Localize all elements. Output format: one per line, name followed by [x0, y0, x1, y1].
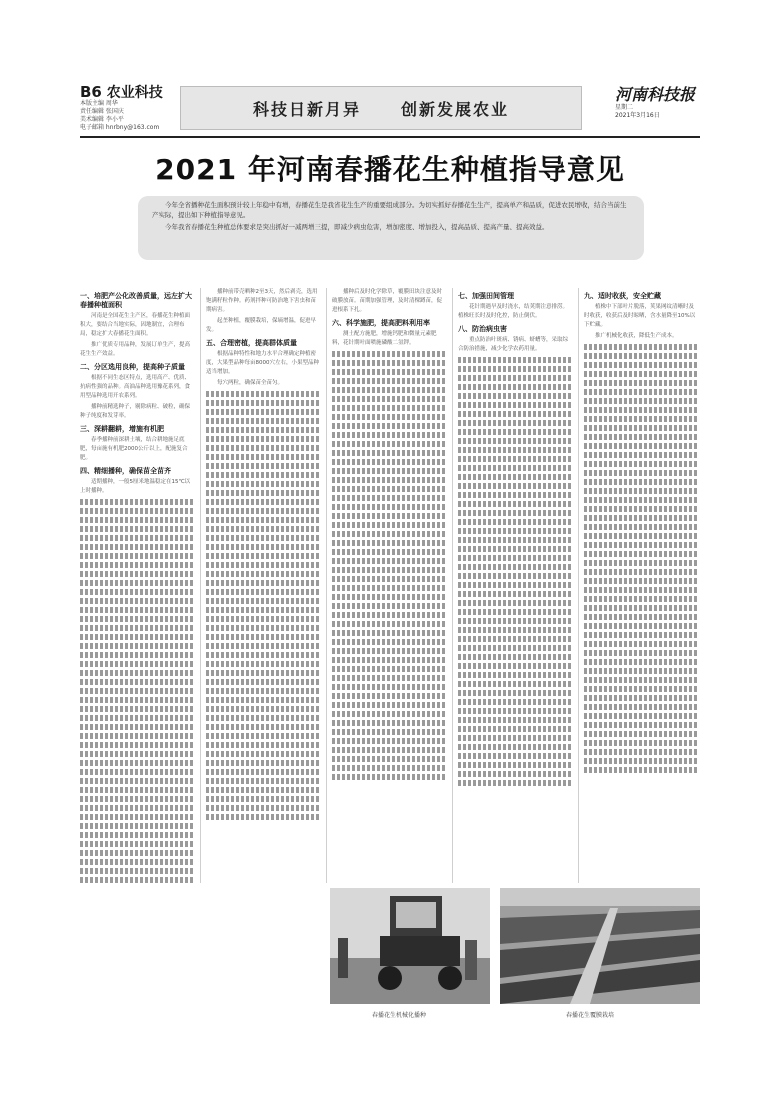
text-line-filler: [584, 461, 698, 467]
text-line-filler: [206, 499, 320, 505]
text-line-filler: [80, 580, 194, 586]
text-line-filler: [458, 681, 572, 687]
issue-date: 2021年3月16日: [615, 112, 660, 119]
text-line-filler: [584, 506, 698, 512]
text-line-filler: [332, 657, 446, 663]
text-line-filler: [332, 684, 446, 690]
text-line-filler: [458, 654, 572, 660]
text-line-filler: [80, 805, 194, 811]
body-paragraph: 起垄种植，覆膜栽培，保墒增温，促进早发。: [206, 318, 317, 333]
text-line-filler: [458, 411, 572, 417]
text-line-filler: [206, 472, 320, 478]
text-line-filler: [80, 706, 194, 712]
text-line-filler: [458, 753, 572, 759]
text-line-filler: [80, 850, 194, 856]
text-line-filler: [584, 596, 698, 602]
text-column: [332, 288, 446, 883]
text-line-filler: [458, 780, 572, 786]
text-line-filler: [458, 627, 572, 633]
text-line-filler: [332, 648, 446, 654]
text-line-filler: [584, 551, 698, 557]
text-line-filler: [458, 483, 572, 489]
text-line-filler: [584, 353, 698, 359]
text-line-filler: [80, 787, 194, 793]
text-line-filler: [80, 778, 194, 784]
text-line-filler: [458, 429, 572, 435]
text-line-filler: [332, 450, 446, 456]
text-line-filler: [584, 668, 698, 674]
text-line-filler: [584, 614, 698, 620]
text-line-filler: [584, 623, 698, 629]
text-line-filler: [332, 414, 446, 420]
text-line-filler: [206, 553, 320, 559]
text-line-filler: [584, 587, 698, 593]
body-paragraph: 推广机械化收获，降低生产成本。: [595, 333, 678, 339]
text-line-filler: [80, 868, 194, 874]
text-line-filler: [206, 571, 320, 577]
text-line-filler: [206, 778, 320, 784]
text-line-filler: [80, 589, 194, 595]
text-line-filler: [584, 542, 698, 548]
section-heading: 七、加强田间管理: [458, 292, 514, 300]
text-line-filler: [332, 711, 446, 717]
header-rule: [80, 136, 700, 138]
text-line-filler: [332, 747, 446, 753]
text-line-filler: [584, 398, 698, 404]
text-line-filler: [80, 760, 194, 766]
text-line-filler: [332, 756, 446, 762]
text-line-filler: [80, 544, 194, 550]
text-line-filler: [584, 434, 698, 440]
text-line-filler: [584, 722, 698, 728]
text-line-filler: [206, 427, 320, 433]
text-line-filler: [80, 625, 194, 631]
body-paragraph: 根据品种特性和地力水平合理确定种植密度，大果型品种每亩8000穴左右，小果型品种适当增加。: [206, 351, 319, 375]
text-line-filler: [332, 765, 446, 771]
text-line-filler: [332, 369, 446, 375]
text-line-filler: [458, 402, 572, 408]
text-line-filler: [584, 704, 698, 710]
text-line-filler: [80, 598, 194, 604]
text-line-filler: [206, 625, 320, 631]
text-line-filler: [458, 591, 572, 597]
text-line-filler: [584, 659, 698, 665]
text-line-filler: [80, 679, 194, 685]
text-line-filler: [80, 832, 194, 838]
section-header: [80, 82, 163, 102]
text-line-filler: [332, 585, 446, 591]
text-line-filler: [332, 738, 446, 744]
text-line-filler: [584, 560, 698, 566]
text-line-filler: [332, 441, 446, 447]
body-paragraph: 重点防治叶斑病、锈病、蛴螬等，采取综合防治措施，减少化学农药用量。: [458, 337, 569, 352]
text-line-filler: [458, 699, 572, 705]
text-line-filler: [458, 744, 572, 750]
body-paragraph: 适期播种，一般5厘米地温稳定在15℃以上时播种。: [80, 479, 191, 494]
article-headline: 2021 年河南春播花生种植指导意见: [155, 153, 625, 186]
column-divider: [578, 288, 579, 883]
text-line-filler: [332, 576, 446, 582]
body-paragraph: 播种前精选种子，剔除病粒、破粒，确保种子纯度和发芽率。: [80, 404, 191, 419]
text-line-filler: [80, 562, 194, 568]
text-line-filler: [206, 643, 320, 649]
text-line-filler: [458, 726, 572, 732]
text-line-filler: [458, 357, 572, 363]
text-line-filler: [80, 688, 194, 694]
text-line-filler: [80, 526, 194, 532]
text-line-filler: [80, 733, 194, 739]
text-line-filler: [80, 643, 194, 649]
body-paragraph: 每穴两粒，确保苗全苗匀。: [217, 380, 284, 386]
text-line-filler: [80, 535, 194, 541]
text-line-filler: [584, 389, 698, 395]
text-line-filler: [584, 731, 698, 737]
text-line-filler: [584, 344, 698, 350]
text-line-filler: [332, 423, 446, 429]
issue-weekday: 星期二: [615, 104, 634, 111]
text-line-filler: [80, 661, 194, 667]
text-line-filler: [332, 774, 446, 780]
text-line-filler: [80, 814, 194, 820]
text-line-filler: [80, 877, 194, 883]
text-line-filler: [458, 636, 572, 642]
text-line-filler: [458, 420, 572, 426]
text-line-filler: [584, 767, 698, 773]
body-paragraph: 植株中下部叶片脱落，荚果网纹清晰时及时收获，收获后及时晾晒，含水量降至10%以下贮藏。: [584, 304, 696, 328]
photo-caption: 春播花生覆膜栽培: [566, 1012, 615, 1019]
text-line-filler: [458, 456, 572, 462]
text-line-filler: [332, 459, 446, 465]
text-column: [584, 288, 698, 883]
text-line-filler: [458, 582, 572, 588]
section-heading: 八、防治病虫害: [458, 325, 507, 333]
text-line-filler: [206, 463, 320, 469]
text-line-filler: [332, 486, 446, 492]
text-line-filler: [584, 749, 698, 755]
text-line-filler: [332, 477, 446, 483]
text-line-filler: [332, 522, 446, 528]
text-line-filler: [458, 771, 572, 777]
text-line-filler: [458, 663, 572, 669]
text-line-filler: [458, 438, 572, 444]
text-line-filler: [80, 841, 194, 847]
text-line-filler: [80, 571, 194, 577]
text-line-filler: [206, 517, 320, 523]
section-name: 农业科技: [106, 85, 163, 101]
text-line-filler: [206, 652, 320, 658]
text-line-filler: [332, 549, 446, 555]
text-line-filler: [332, 531, 446, 537]
text-line-filler: [206, 616, 320, 622]
text-line-filler: [206, 508, 320, 514]
text-line-filler: [332, 720, 446, 726]
text-line-filler: [206, 544, 320, 550]
text-line-filler: [206, 607, 320, 613]
text-line-filler: [332, 675, 446, 681]
text-line-filler: [584, 488, 698, 494]
text-line-filler: [206, 589, 320, 595]
body-paragraph: 播种后及时化学除草，覆膜田块注意及时破膜放苗。苗期加强管理，及时清棵蹲苗，促进根系下扎。: [332, 289, 443, 313]
text-line-filler: [458, 465, 572, 471]
text-line-filler: [80, 751, 194, 757]
text-line-filler: [458, 519, 572, 525]
text-line-filler: [458, 384, 572, 390]
text-line-filler: [332, 621, 446, 627]
text-line-filler: [206, 535, 320, 541]
text-line-filler: [80, 724, 194, 730]
text-line-filler: [206, 490, 320, 496]
editor-info: [80, 100, 159, 132]
text-line-filler: [332, 405, 446, 411]
text-line-filler: [80, 697, 194, 703]
text-line-filler: [80, 508, 194, 514]
text-line-filler: [584, 632, 698, 638]
text-line-filler: [206, 445, 320, 451]
text-line-filler: [80, 670, 194, 676]
text-line-filler: [584, 686, 698, 692]
text-line-filler: [80, 616, 194, 622]
banner-left: 科技日新月异: [252, 99, 361, 119]
editor-line: 美术编辑 李小平: [80, 116, 124, 123]
body-paragraph: 河南是全国花生主产区，春播花生种植面积大，要结合当地实际，因地制宜，合理布局，稳定扩大春播花生面积。: [80, 313, 191, 337]
text-line-filler: [206, 418, 320, 424]
section-heading: 六、科学施肥，提高肥料利用率: [332, 319, 430, 327]
field-image: [500, 888, 700, 1004]
text-line-filler: [584, 533, 698, 539]
text-line-filler: [80, 823, 194, 829]
text-line-filler: [332, 540, 446, 546]
masthead: [0, 0, 780, 140]
text-line-filler: [332, 567, 446, 573]
text-line-filler: [80, 607, 194, 613]
text-line-filler: [332, 729, 446, 735]
text-line-filler: [458, 492, 572, 498]
text-line-filler: [332, 603, 446, 609]
text-line-filler: [206, 580, 320, 586]
text-line-filler: [584, 443, 698, 449]
body-paragraph: 根据不同生态区特点，选用高产、优质、抗病性强的品种。高油品种选用豫花系列，食用型品种选用开农系列。: [80, 375, 191, 399]
text-line-filler: [80, 553, 194, 559]
text-line-filler: [458, 528, 572, 534]
column-divider: [452, 288, 453, 883]
article-summary: [138, 196, 644, 260]
text-line-filler: [584, 497, 698, 503]
text-line-filler: [584, 758, 698, 764]
text-line-filler: [584, 605, 698, 611]
text-line-filler: [584, 524, 698, 530]
text-line-filler: [584, 650, 698, 656]
text-column: [80, 288, 194, 883]
text-line-filler: [206, 526, 320, 532]
text-line-filler: [584, 641, 698, 647]
text-line-filler: [458, 510, 572, 516]
text-line-filler: [80, 634, 194, 640]
editor-line: 电子邮箱 hnrbny@163.com: [80, 124, 160, 131]
section-heading: 三、深耕翻耕，增施有机肥: [80, 425, 164, 433]
text-line-filler: [206, 814, 320, 820]
text-line-filler: [332, 693, 446, 699]
text-line-filler: [458, 600, 572, 606]
text-line-filler: [584, 470, 698, 476]
text-line-filler: [206, 688, 320, 694]
text-line-filler: [584, 407, 698, 413]
text-line-filler: [206, 400, 320, 406]
text-line-filler: [206, 661, 320, 667]
text-line-filler: [458, 537, 572, 543]
issue-info: [615, 104, 660, 120]
text-line-filler: [206, 679, 320, 685]
text-line-filler: [206, 598, 320, 604]
text-line-filler: [458, 555, 572, 561]
text-line-filler: [458, 609, 572, 615]
text-line-filler: [206, 805, 320, 811]
text-line-filler: [332, 639, 446, 645]
text-line-filler: [458, 645, 572, 651]
text-line-filler: [458, 708, 572, 714]
banner-right: 创新发展农业: [401, 99, 510, 119]
section-heading: 一、培肥产公化改善质量，远左扩大春播种植面积: [80, 292, 192, 309]
text-line-filler: [458, 573, 572, 579]
text-line-filler: [584, 713, 698, 719]
text-line-filler: [332, 387, 446, 393]
text-line-filler: [332, 432, 446, 438]
text-line-filler: [458, 447, 572, 453]
text-line-filler: [332, 666, 446, 672]
editor-line: 本版主编 周华: [80, 100, 118, 107]
text-line-filler: [458, 618, 572, 624]
text-line-filler: [458, 717, 572, 723]
text-line-filler: [206, 760, 320, 766]
text-line-filler: [80, 517, 194, 523]
text-line-filler: [206, 715, 320, 721]
text-line-filler: [332, 594, 446, 600]
article-columns: [80, 288, 700, 883]
text-line-filler: [584, 677, 698, 683]
text-line-filler: [458, 546, 572, 552]
section-heading: 五、合理密植，提高群体质量: [206, 339, 297, 347]
text-line-filler: [458, 474, 572, 480]
text-line-filler: [206, 769, 320, 775]
text-line-filler: [332, 351, 446, 357]
body-paragraph: 推广优质专用品种，发展订单生产，提高花生生产效益。: [80, 342, 191, 357]
text-line-filler: [584, 452, 698, 458]
editor-line: 责任编辑 张国庆: [80, 108, 124, 115]
text-line-filler: [206, 733, 320, 739]
slogan-banner: [180, 86, 582, 130]
text-line-filler: [332, 612, 446, 618]
photo-caption: 春播花生机械化播种: [372, 1012, 427, 1019]
text-line-filler: [458, 564, 572, 570]
column-divider: [200, 288, 201, 883]
text-line-filler: [332, 702, 446, 708]
text-line-filler: [332, 495, 446, 501]
text-line-filler: [80, 715, 194, 721]
text-line-filler: [80, 499, 194, 505]
text-line-filler: [206, 670, 320, 676]
text-line-filler: [80, 742, 194, 748]
body-paragraph: 花针期遇旱及时浇水，结荚期注意排涝。植株旺长时及时化控，防止倒伏。: [458, 304, 569, 319]
section-heading: 二、分区选用良种，提高种子质量: [80, 363, 185, 371]
text-line-filler: [332, 360, 446, 366]
text-line-filler: [206, 796, 320, 802]
text-line-filler: [206, 724, 320, 730]
text-line-filler: [458, 735, 572, 741]
text-line-filler: [80, 859, 194, 865]
text-line-filler: [332, 630, 446, 636]
text-line-filler: [332, 468, 446, 474]
text-line-filler: [458, 672, 572, 678]
text-line-filler: [332, 513, 446, 519]
text-line-filler: [584, 425, 698, 431]
text-line-filler: [584, 695, 698, 701]
text-line-filler: [332, 396, 446, 402]
text-line-filler: [584, 740, 698, 746]
text-line-filler: [332, 504, 446, 510]
body-paragraph: 播种前带壳晒种2至3天，然后剥壳，选用饱满籽粒作种。药剂拌种可防治地下害虫和苗期病害。: [206, 289, 318, 313]
text-column: [458, 288, 572, 883]
section-heading: 九、适时收获，安全贮藏: [584, 292, 661, 300]
text-line-filler: [458, 375, 572, 381]
planter-image: [330, 888, 490, 1004]
body-paragraph: 测土配方施肥，增施钙肥和微量元素肥料，花针期叶面喷施磷酸二氢钾。: [332, 331, 437, 346]
text-line-filler: [458, 366, 572, 372]
summary-paragraph: 今年全省播种花生面积预计较上年稳中有增，春播花生是我省花生生产的重要组成部分。为切实抓好春播花生生产，提高单产和品质，促进农民增收，结合当前生产实际，提出如下种植指导意见。: [152, 201, 627, 219]
body-paragraph: 春季播种前深耕土壤，结合耕地施足底肥，每亩施有机肥2000公斤以上，配施复合肥。: [80, 437, 188, 461]
photo-field-film: [500, 888, 700, 1004]
text-line-filler: [584, 515, 698, 521]
text-line-filler: [206, 409, 320, 415]
text-line-filler: [206, 436, 320, 442]
text-line-filler: [584, 578, 698, 584]
text-line-filler: [458, 393, 572, 399]
text-line-filler: [584, 371, 698, 377]
text-line-filler: [584, 380, 698, 386]
text-line-filler: [458, 690, 572, 696]
text-column: [206, 288, 320, 883]
text-line-filler: [206, 706, 320, 712]
text-line-filler: [80, 652, 194, 658]
column-divider: [326, 288, 327, 883]
text-line-filler: [206, 787, 320, 793]
section-heading: 四、精细播种，确保苗全苗齐: [80, 467, 171, 475]
text-line-filler: [584, 416, 698, 422]
text-line-filler: [584, 569, 698, 575]
text-line-filler: [584, 362, 698, 368]
text-line-filler: [206, 634, 320, 640]
text-line-filler: [206, 562, 320, 568]
text-line-filler: [206, 481, 320, 487]
text-line-filler: [332, 378, 446, 384]
page-number: B6: [80, 83, 102, 101]
text-line-filler: [206, 697, 320, 703]
text-line-filler: [206, 391, 320, 397]
text-line-filler: [80, 769, 194, 775]
summary-paragraph: 今年我省春播花生种植总体要求是突出抓好一减两增三提，即减少病虫危害，增加密度、增加投入，提高品质、提高产量、提高效益。: [165, 223, 549, 231]
text-line-filler: [458, 762, 572, 768]
text-line-filler: [206, 742, 320, 748]
text-line-filler: [206, 454, 320, 460]
text-line-filler: [80, 796, 194, 802]
photo-planting-machine: [330, 888, 490, 1004]
text-line-filler: [458, 501, 572, 507]
text-line-filler: [332, 558, 446, 564]
newspaper-logo: 河南科技报: [615, 85, 696, 104]
text-line-filler: [206, 751, 320, 757]
text-line-filler: [584, 479, 698, 485]
